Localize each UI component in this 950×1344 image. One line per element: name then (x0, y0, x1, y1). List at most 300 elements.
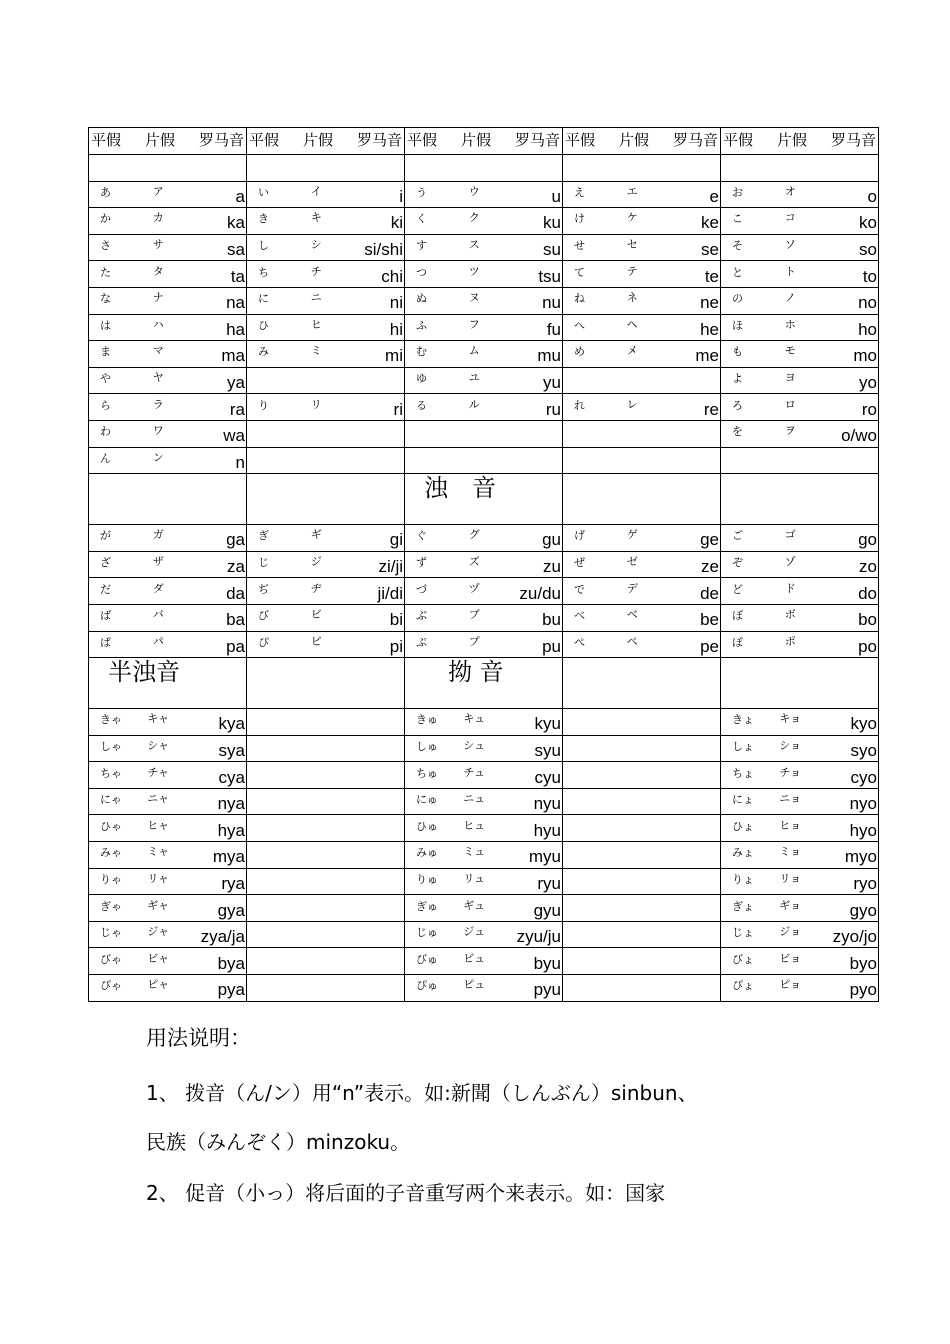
spacer-cell (721, 154, 879, 181)
kana-cell-content (406, 578, 561, 604)
katakana: ビュ (463, 951, 486, 965)
romaji: ha (226, 319, 245, 339)
kana-cell-content (90, 525, 245, 551)
kana-cell-content (248, 605, 403, 631)
kana-cell (721, 261, 879, 288)
katakana: ワ (152, 424, 164, 438)
hiragana: せ (574, 239, 585, 253)
romaji: si/shi (364, 240, 403, 260)
romaji: ge (700, 530, 719, 550)
header-roma: 罗马音 (514, 131, 560, 150)
kana-cell-content (722, 869, 877, 895)
kana-cell (563, 181, 721, 208)
hiragana: じゅ (416, 926, 438, 940)
hiragana: ほ (732, 318, 743, 332)
kana-cell (247, 735, 405, 762)
hiragana: ら (100, 398, 111, 412)
kana-cell (247, 868, 405, 895)
kana-cell-content (406, 341, 561, 367)
kana-cell (405, 578, 563, 605)
romaji: za (227, 557, 245, 577)
header-roma: 罗马音 (672, 131, 718, 150)
kana-cell (563, 525, 721, 552)
hiragana: た (100, 265, 111, 279)
romaji: ne (700, 293, 719, 313)
romaji: o/wo (841, 426, 877, 446)
kana-cell-content (90, 922, 245, 948)
romaji: pa (226, 636, 245, 656)
katakana: モ (784, 344, 796, 358)
kana-cell (405, 735, 563, 762)
hiragana: る (416, 398, 427, 412)
romaji: nyu (533, 794, 561, 814)
kana-cell (89, 604, 247, 631)
kana-cell (405, 948, 563, 975)
romaji: yo (859, 373, 877, 393)
kana-cell-content (564, 605, 719, 631)
kana-cell (721, 735, 879, 762)
hiragana: さ (100, 239, 111, 253)
romaji: te (704, 266, 719, 286)
kana-cell-content (248, 261, 403, 287)
katakana: テ (626, 264, 638, 278)
kana-cell (563, 234, 721, 261)
header-cell (247, 128, 405, 155)
hiragana: みょ (732, 846, 754, 860)
kana-cell (721, 631, 879, 658)
youon-row (89, 868, 879, 895)
kana-cell-content (722, 235, 877, 261)
katakana: リュ (463, 871, 486, 885)
kana-cell-content (406, 762, 561, 788)
romaji: so (859, 240, 877, 260)
katakana: ヤ (152, 371, 164, 385)
kana-cell (563, 578, 721, 605)
hiragana: ちゃ (100, 766, 122, 780)
kana-cell-content (90, 421, 245, 447)
hiragana: しょ (732, 739, 754, 753)
kana-cell (247, 788, 405, 815)
kana-cell (247, 447, 405, 474)
dakuon-title: 浊 音 (424, 474, 496, 503)
hiragana: づ (416, 582, 427, 596)
romaji: pi (389, 636, 403, 656)
hiragana: ぎ (258, 529, 269, 543)
kana-cell-content (406, 605, 561, 631)
kana-cell-content (406, 368, 561, 394)
spacer-cell (247, 658, 405, 709)
hiragana: か (100, 212, 111, 226)
hiragana: そ (732, 239, 743, 253)
katakana: ゴ (784, 528, 796, 542)
kana-cell-content (722, 525, 877, 551)
kana-cell-content (722, 288, 877, 314)
kana-cell-content (722, 842, 877, 868)
kana-cell (247, 762, 405, 789)
romaji: gyo (849, 900, 877, 920)
romaji: ru (545, 399, 561, 419)
kana-cell-content (90, 789, 245, 815)
spacer-cell (563, 474, 721, 525)
romaji: zyu/ju (516, 927, 561, 947)
kana-cell-content (406, 736, 561, 762)
kana-cell (563, 261, 721, 288)
kana-cell (563, 948, 721, 975)
kana-cell-content (90, 975, 245, 1001)
katakana: ザ (152, 555, 164, 569)
hiragana: じゃ (100, 926, 122, 940)
spacer-cell (89, 658, 247, 709)
kana-cell (247, 709, 405, 736)
hiragana: ま (100, 345, 111, 359)
romaji: ro (861, 399, 877, 419)
romaji: hyo (849, 820, 877, 840)
katakana: キ (310, 211, 322, 225)
kana-cell-content (406, 182, 561, 208)
hiragana: れ (574, 398, 585, 412)
romaji: pu (542, 636, 561, 656)
katakana: ズ (468, 555, 480, 569)
romaji: pya (217, 980, 245, 1000)
hiragana: ひょ (732, 819, 754, 833)
hiragana: け (574, 212, 585, 226)
dakuon-row (89, 525, 879, 552)
kana-table-body (89, 128, 879, 1002)
gojuon-row (89, 261, 879, 288)
header-kata: 片假 (302, 131, 333, 150)
romaji: byu (533, 953, 561, 973)
note-2-example: 国家 (625, 1181, 666, 1205)
spacer-cell (405, 474, 563, 525)
hiragana: お (732, 185, 743, 199)
romaji: fu (546, 319, 561, 339)
kana-cell (405, 788, 563, 815)
romaji: nya (217, 794, 245, 814)
spacer-cell (247, 154, 405, 181)
kana-cell (405, 287, 563, 314)
kana-cell (721, 420, 879, 447)
kana-cell-content (248, 552, 403, 578)
hiragana: ね (574, 292, 585, 306)
kana-cell-content (406, 525, 561, 551)
katakana: ノ (784, 291, 796, 305)
kana-cell-content (248, 632, 403, 658)
romaji: byo (849, 953, 877, 973)
katakana: カ (152, 211, 164, 225)
romaji: ni (389, 293, 403, 313)
hiragana: ひゅ (416, 819, 438, 833)
katakana: ピュ (463, 978, 486, 992)
kana-cell-content (722, 368, 877, 394)
romaji: hyu (533, 820, 561, 840)
kana-cell (405, 314, 563, 341)
romaji: cyo (850, 767, 877, 787)
spacer-cell (247, 474, 405, 525)
kana-cell (721, 314, 879, 341)
spacer-cell (405, 658, 563, 709)
kana-cell-content (90, 448, 245, 474)
kana-cell (247, 394, 405, 421)
katakana: ニ (310, 291, 322, 305)
kana-cell (247, 921, 405, 948)
kana-cell-content (722, 182, 877, 208)
katakana: コ (784, 211, 796, 225)
kana-cell-content (90, 736, 245, 762)
gojuon-row (89, 447, 879, 474)
hiragana: み (258, 345, 269, 359)
hiragana: げ (574, 529, 585, 543)
header-row (89, 128, 879, 155)
hiragana: ぜ (574, 556, 585, 570)
katakana: ゼ (626, 555, 638, 569)
kana-cell (405, 762, 563, 789)
hiragana: に (258, 292, 269, 306)
katakana: ニャ (147, 792, 170, 806)
romaji: chi (381, 266, 403, 286)
katakana: グ (468, 528, 480, 542)
katakana: ペ (626, 634, 638, 648)
spacer-cell (563, 658, 721, 709)
katakana: ジャ (147, 925, 170, 939)
kana-cell (247, 287, 405, 314)
hiragana: な (100, 292, 111, 306)
romaji: no (858, 293, 877, 313)
kana-cell-content (90, 288, 245, 314)
katakana: ソ (784, 238, 796, 252)
kana-cell (405, 261, 563, 288)
kana-cell (563, 709, 721, 736)
hiragana: ゆ (416, 372, 427, 386)
header-cell (563, 128, 721, 155)
hiragana: ちゅ (416, 766, 438, 780)
dakuon-row (89, 578, 879, 605)
kana-cell (563, 868, 721, 895)
kana-cell-content (90, 869, 245, 895)
kana-cell (405, 709, 563, 736)
kana-cell (89, 287, 247, 314)
kana-cell (247, 948, 405, 975)
katakana: ヂ (310, 581, 322, 595)
romaji: me (695, 346, 719, 366)
romaji: yu (543, 373, 561, 393)
kana-cell (89, 234, 247, 261)
kana-cell-content (90, 578, 245, 604)
katakana: パ (152, 634, 164, 648)
kana-cell-content (248, 341, 403, 367)
romaji: ryu (537, 873, 561, 893)
katakana: ハ (152, 317, 164, 331)
hiragana: にゅ (416, 793, 438, 807)
kana-cell-content (722, 341, 877, 367)
hiragana: も (732, 345, 743, 359)
spacer-row (89, 154, 879, 181)
katakana: ニョ (779, 792, 802, 806)
kana-cell (563, 762, 721, 789)
hiragana: い (258, 185, 269, 199)
kana-cell-content (564, 235, 719, 261)
katakana: ミャ (147, 845, 170, 859)
katakana: チョ (779, 765, 802, 779)
romaji: ba (226, 610, 245, 630)
romaji: kyu (534, 714, 561, 734)
katakana: ヘ (626, 317, 638, 331)
kana-cell (563, 367, 721, 394)
romaji: ki (390, 213, 403, 233)
youon-row (89, 921, 879, 948)
kana-cell (405, 921, 563, 948)
katakana: ヒョ (779, 818, 802, 832)
katakana: バ (152, 608, 164, 622)
kana-cell-content (406, 315, 561, 341)
kana-cell-content (90, 552, 245, 578)
romaji: nyo (849, 794, 877, 814)
hiragana: みゅ (416, 846, 438, 860)
katakana: ギュ (463, 898, 486, 912)
romaji: mu (537, 346, 561, 366)
gojuon-row (89, 394, 879, 421)
gojuon-row (89, 420, 879, 447)
kana-cell-content (722, 632, 877, 658)
hiragana: ず (416, 556, 427, 570)
hiragana: きょ (732, 713, 754, 727)
youon-row (89, 735, 879, 762)
header-roma: 罗马音 (830, 131, 876, 150)
katakana: ヒュ (463, 818, 486, 832)
kana-cell-content (406, 552, 561, 578)
kana-cell-content (406, 948, 561, 974)
kana-cell (247, 181, 405, 208)
kana-cell-content (564, 315, 719, 341)
romaji: hya (217, 820, 245, 840)
kana-cell (89, 314, 247, 341)
romaji: bu (542, 610, 561, 630)
kana-cell-content (90, 815, 245, 841)
hiragana: へ (574, 318, 585, 332)
header-roma: 罗马音 (198, 131, 244, 150)
youon-row (89, 815, 879, 842)
kana-cell (89, 208, 247, 235)
romaji: gyu (533, 900, 561, 920)
hiragana: つ (416, 265, 427, 279)
romaji: he (700, 319, 719, 339)
katakana: シ (310, 238, 322, 252)
kana-cell-content (722, 948, 877, 974)
romaji: ma (221, 346, 245, 366)
kana-cell (721, 578, 879, 605)
romaji: gi (389, 530, 403, 550)
hiragana: びゅ (416, 952, 438, 966)
katakana: エ (626, 184, 638, 198)
kana-cell (721, 341, 879, 368)
note-1-continued: 民族（みんぞく）minzoku。 (146, 1130, 411, 1154)
kana-cell (89, 895, 247, 922)
kana-cell (721, 815, 879, 842)
katakana: ク (468, 211, 480, 225)
katakana: シャ (147, 738, 170, 752)
header-kata: 片假 (618, 131, 649, 150)
katakana: ベ (626, 608, 638, 622)
katakana: ヒ (310, 317, 322, 331)
katakana: ダ (152, 581, 164, 595)
kana-cell (721, 394, 879, 421)
katakana: ケ (626, 211, 638, 225)
kana-cell (89, 762, 247, 789)
hiragana: え (574, 185, 585, 199)
katakana: キュ (463, 712, 486, 726)
katakana: ネ (626, 291, 638, 305)
hiragana: く (416, 212, 427, 226)
hiragana: ぷ (416, 635, 427, 649)
romaji: ko (859, 213, 877, 233)
kana-cell (89, 181, 247, 208)
kana-cell (247, 234, 405, 261)
katakana: イ (310, 184, 322, 198)
kana-cell (247, 420, 405, 447)
romaji: rya (221, 873, 245, 893)
kana-cell-content (406, 288, 561, 314)
hiragana: しゅ (416, 739, 438, 753)
kana-cell (563, 735, 721, 762)
katakana: ガ (152, 528, 164, 542)
header-hira: 平假 (407, 131, 438, 150)
katakana: チ (310, 264, 322, 278)
hiragana: ぱ (100, 635, 111, 649)
kana-cell (89, 842, 247, 869)
katakana: ピャ (147, 978, 170, 992)
kana-cell (563, 314, 721, 341)
youon-row (89, 948, 879, 975)
kana-cell-content (248, 208, 403, 234)
romaji: sa (227, 240, 245, 260)
hiragana: ぞ (732, 556, 743, 570)
kana-cell (247, 975, 405, 1002)
hiragana: こ (732, 212, 743, 226)
katakana: ビョ (779, 951, 802, 965)
romaji: zo (859, 557, 877, 577)
spacer-row (89, 658, 879, 709)
kana-cell-content (90, 762, 245, 788)
kana-cell-content (564, 552, 719, 578)
kana-cell-content (406, 709, 561, 735)
katakana: リョ (779, 871, 802, 885)
romaji: bya (217, 953, 245, 973)
romaji: ri (393, 399, 403, 419)
katakana: タ (152, 264, 164, 278)
hiragana: りょ (732, 872, 754, 886)
kana-cell (563, 921, 721, 948)
romaji: po (858, 636, 877, 656)
kana-cell (89, 447, 247, 474)
hiragana: ぴゅ (416, 979, 438, 993)
kana-cell-content (722, 789, 877, 815)
kana-cell (721, 895, 879, 922)
romaji: ryo (853, 873, 877, 893)
handakuon-title: 半浊音 (108, 658, 180, 687)
header-cell (89, 128, 247, 155)
kana-cell (721, 287, 879, 314)
kana-cell-content (722, 975, 877, 1001)
romaji: kyo (850, 714, 877, 734)
kana-cell (405, 420, 563, 447)
katakana: ピ (310, 634, 322, 648)
kana-cell (405, 815, 563, 842)
hiragana: にゃ (100, 793, 122, 807)
kana-cell-content (90, 605, 245, 631)
kana-cell-content (248, 315, 403, 341)
katakana: ゾ (784, 555, 796, 569)
kana-cell (89, 735, 247, 762)
header-labels (722, 128, 877, 154)
